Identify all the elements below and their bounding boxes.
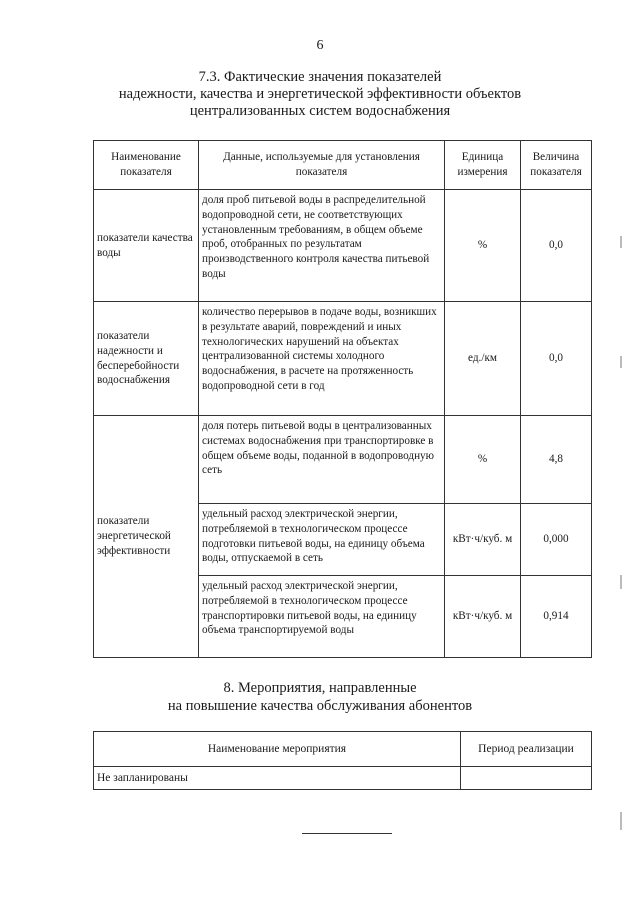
header-data-used: Данные, используемые для установления показателя <box>199 141 445 190</box>
header-indicator-name: Наименование показателя <box>94 141 199 190</box>
scan-edge-mark <box>620 575 622 589</box>
title-line: 7.3. Фактические значения показателей <box>198 69 442 85</box>
activities-table <box>93 731 592 790</box>
table-row <box>94 302 592 416</box>
header-value: Величина показателя <box>521 141 592 190</box>
value-cell: 0,0 <box>521 190 592 302</box>
category-cell: показатели качества воды <box>94 190 199 302</box>
title-line: 8. Мероприятия, направленные <box>223 680 417 696</box>
value-cell: 0,0 <box>521 302 592 416</box>
unit-cell: кВт·ч/куб. м <box>445 576 521 658</box>
scan-edge-mark <box>620 236 622 248</box>
section-7-3-title <box>60 69 580 120</box>
description-cell: доля потерь питьевой воды в централизованных системах водоснабжения при транспортировке в общем объеме воды, поданной в водопроводную сеть <box>199 416 445 504</box>
activity-cell: Не запланированы <box>94 767 461 790</box>
value-cell: 0,914 <box>521 576 592 658</box>
table-row <box>94 416 592 504</box>
table-row <box>94 767 592 790</box>
end-rule <box>302 833 392 834</box>
unit-cell: % <box>445 190 521 302</box>
title-line: на повышение качества обслуживания абонентов <box>167 697 473 714</box>
description-cell: количество перерывов в подаче воды, возникших в результате аварий, повреждений и иных технологических нарушений на объектах централизованной системы холодного водоснабжения, в расчете на протяженность водопроводной сети в год <box>199 302 445 416</box>
period-cell <box>461 767 592 790</box>
table-header-row <box>94 732 592 767</box>
header-period: Период реализации <box>461 732 592 767</box>
section-8-title <box>60 680 580 715</box>
title-line: централизованных систем водоснабжения <box>189 103 451 119</box>
page-number: 6 <box>316 38 324 53</box>
unit-cell: % <box>445 416 521 504</box>
scan-edge-mark <box>620 356 622 368</box>
unit-cell: ед./км <box>445 302 521 416</box>
value-cell: 4,8 <box>521 416 592 504</box>
header-activity-name: Наименование мероприятия <box>94 732 461 767</box>
description-cell: удельный расход электрической энергии, потребляемой в технологическом процессе транспортировки питьевой воды, на единицу объема транспортируемой воды <box>199 576 445 658</box>
title-line: надежности, качества и энергетической эффективности объектов <box>118 86 522 102</box>
table-header-row <box>94 141 592 190</box>
value-cell: 0,000 <box>521 504 592 576</box>
table-row <box>94 190 592 302</box>
header-unit: Единица измерения <box>445 141 521 190</box>
indicators-table <box>93 140 592 658</box>
description-cell: удельный расход электрической энергии, потребляемой в технологическом процессе подготовки питьевой воды, на единицу объема воды, отпускаемой в сеть <box>199 504 445 576</box>
description-cell: доля проб питьевой воды в распределительной водопроводной сети, не соответствующих установленным требованиям, в общем объеме проб, отобранных по результатам производственного контроля качества питьевой воды <box>199 190 445 302</box>
category-cell: показатели надежности и бесперебойности водоснабжения <box>94 302 199 416</box>
scan-edge-mark <box>620 812 622 830</box>
category-cell: показатели энергетической эффективности <box>94 416 199 658</box>
unit-cell: кВт·ч/куб. м <box>445 504 521 576</box>
